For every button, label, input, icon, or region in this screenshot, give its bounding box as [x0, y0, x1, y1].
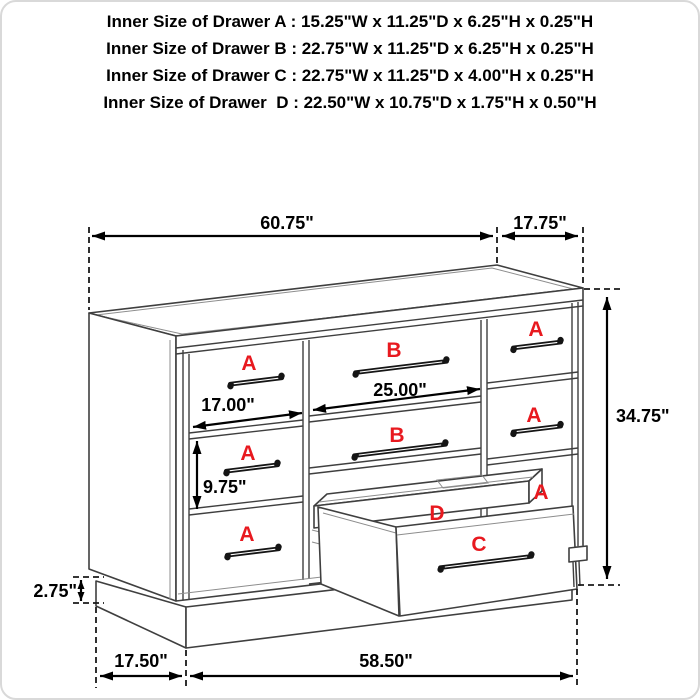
drawer-letter-tray-d: D	[429, 502, 445, 525]
dim-label-left-drawer-height: 9.75"	[203, 477, 247, 497]
dim-label-base-depth: 17.50"	[114, 651, 168, 671]
drawer-letter-right-a2: A	[526, 404, 542, 427]
dim-label-top-depth: 17.75"	[513, 213, 567, 233]
dim-label-base-width: 58.50"	[359, 651, 413, 671]
drawer-letter-right-a1: A	[528, 318, 544, 341]
dim-label-top-width: 60.75"	[260, 213, 314, 233]
drawer-letter-left-a2: A	[240, 442, 256, 465]
drawer-letter-left-a1: A	[241, 352, 257, 375]
dim-label-height: 34.75"	[616, 406, 670, 426]
drawer-size-line-a: Inner Size of Drawer A : 15.25"W x 11.25"D x 6.25"H x 0.25"H	[106, 12, 594, 31]
dim-label-base-height: 2.75"	[33, 581, 77, 601]
drawer-size-line-d: Inner Size of Drawer D : 22.50"W x 10.75"D x 1.75"H x 0.50"H	[103, 93, 597, 112]
drawer-size-line-b: Inner Size of Drawer B : 22.75"W x 11.25"D x 6.25"H x 0.25"H	[106, 39, 594, 58]
dim-label-center-drawer-width: 25.00"	[373, 380, 427, 400]
drawer-letter-right-a3: A	[533, 481, 549, 504]
drawer-letter-open-c: C	[471, 533, 487, 556]
drawer-letter-center-b2: B	[389, 424, 405, 447]
drawer-letter-center-b1: B	[386, 339, 402, 362]
drawer-size-line-c: Inner Size of Drawer C : 22.75"W x 11.25"D x 4.00"H x 0.25"H	[106, 66, 594, 85]
dim-label-left-drawer-width: 17.00"	[201, 395, 255, 415]
drawer-letter-left-a3: A	[239, 523, 255, 546]
